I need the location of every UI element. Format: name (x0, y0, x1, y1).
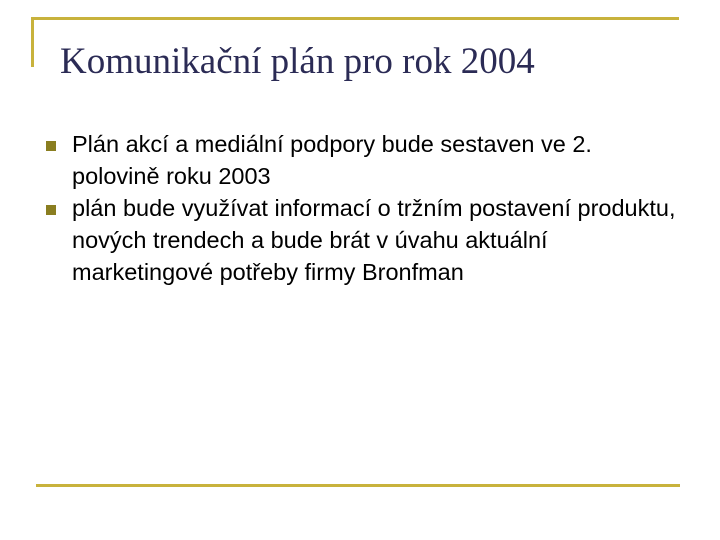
bullet-text: Plán akcí a mediální podpory bude sestaven ve 2. polovině roku 2003 (72, 131, 592, 189)
bullet-list (46, 128, 676, 288)
bullet-item (46, 128, 676, 192)
frame-top-line (31, 17, 679, 20)
bullet-item (46, 192, 676, 288)
bullet-text: plán bude využívat informací o tržním postavení produktu, nových trendech a bude brát v úvahu aktuální marketingové potřeby firmy Bronfman (72, 195, 676, 285)
slide-title: Komunikační plán pro rok 2004 (60, 41, 535, 82)
frame-bottom-line (36, 484, 680, 487)
square-bullet-icon (46, 141, 56, 151)
frame-left-line (31, 17, 34, 67)
square-bullet-icon (46, 205, 56, 215)
